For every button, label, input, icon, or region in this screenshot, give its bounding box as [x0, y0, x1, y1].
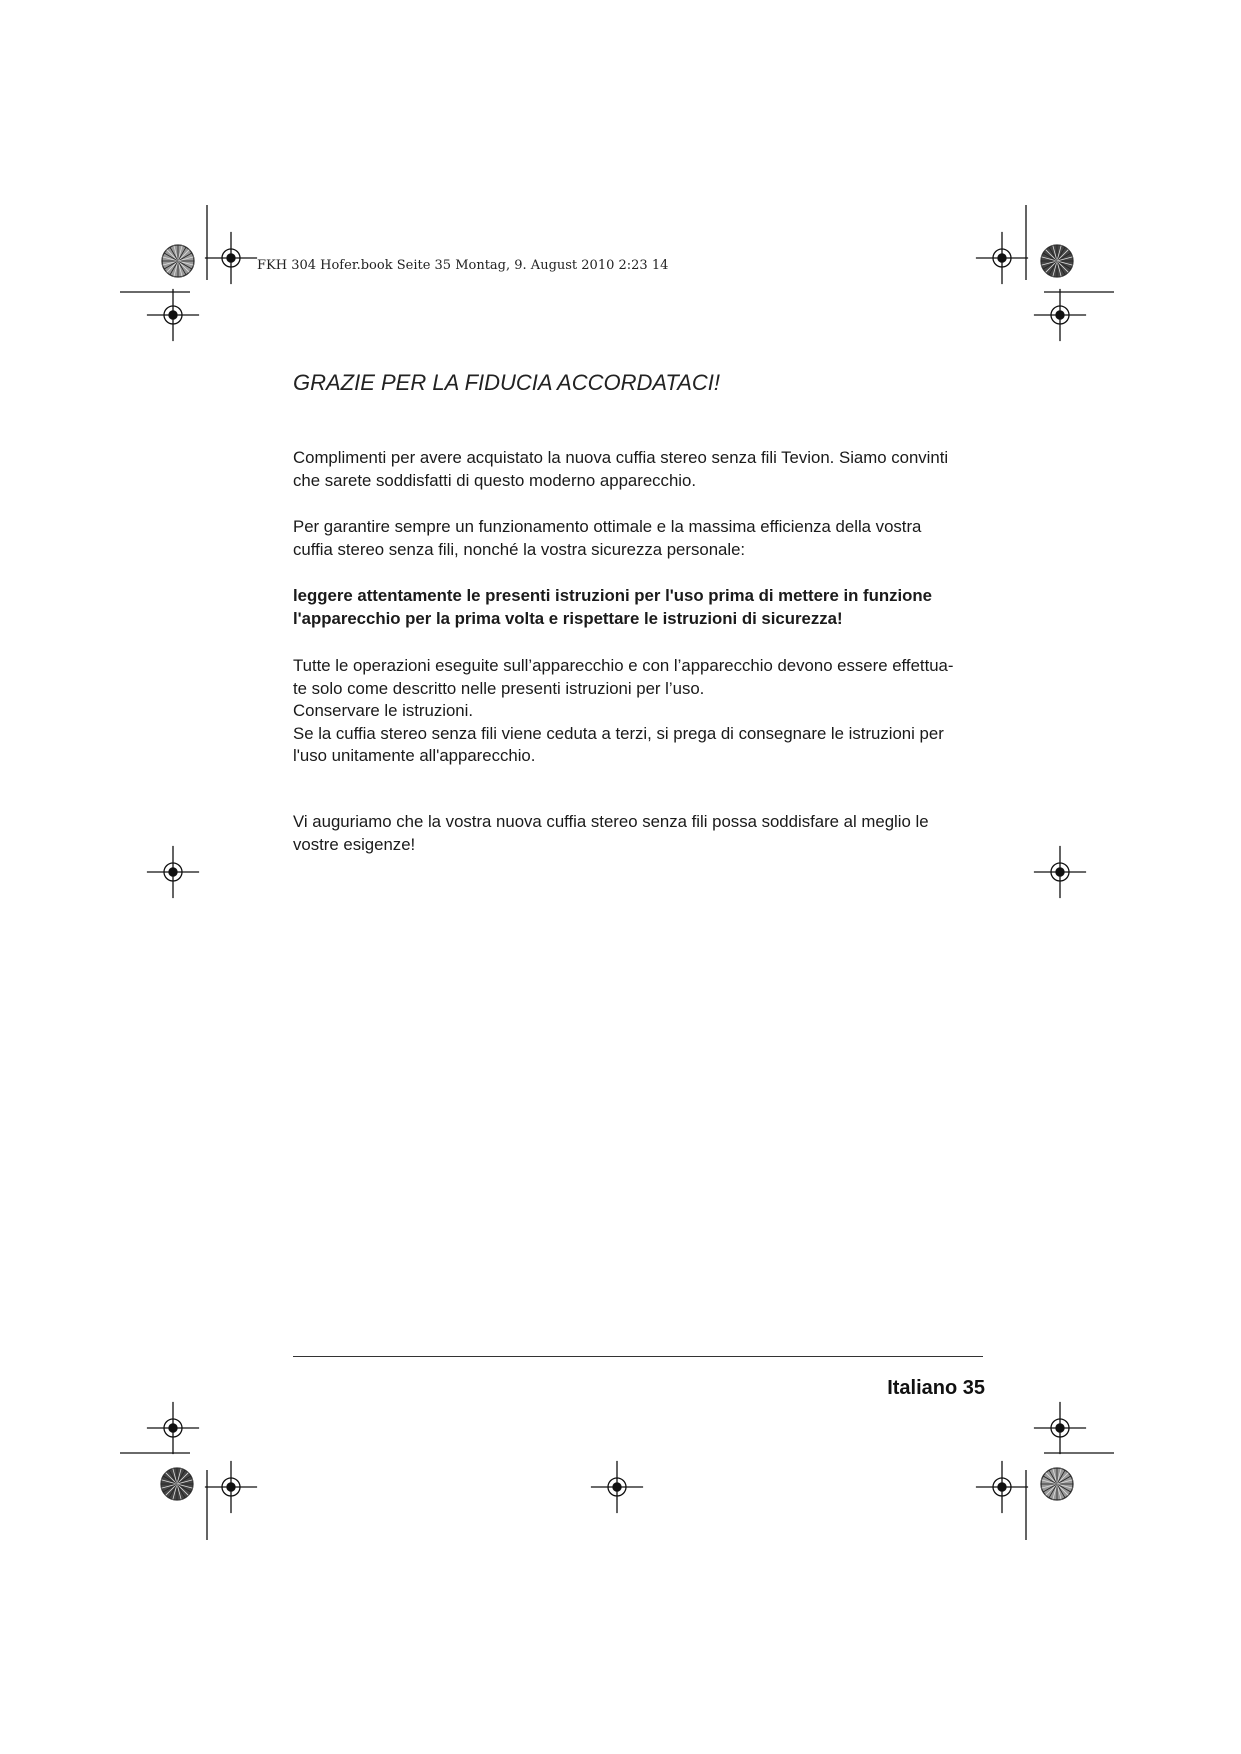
text-line: te solo come descritto nelle presenti istruzioni per l’uso.	[293, 678, 705, 698]
text-line: Se la cuffia stereo senza fili viene ceduta a terzi, si prega di consegnare le istruzioni per	[293, 723, 944, 743]
text-line: Vi auguriamo che la vostra nuova cuffia stereo senza fili possa soddisfare al meglio le	[293, 812, 929, 831]
text-line: Complimenti per avere acquistato la nuova cuffia stereo senza fili Tevion. Siamo convinti	[293, 448, 949, 467]
registration-dot-icon	[227, 1483, 235, 1491]
text-line: l'uso unitamente all'apparecchio.	[293, 746, 536, 765]
registration-dot-icon	[169, 1424, 177, 1432]
text-line: cuffia stereo senza fili, nonché la vostra sicurezza personale:	[293, 539, 746, 559]
registration-dot-icon	[227, 254, 235, 262]
text-line: vostre esigenze!	[293, 834, 416, 854]
print-file-info: FKH 304 Hofer.book Seite 35 Montag, 9. August 2010 2:23 14	[257, 258, 669, 273]
registration-dot-icon	[169, 868, 177, 876]
text-line: Tutte le operazioni eseguite sull’apparecchio e con l’apparecchio devono essere effettua-	[293, 656, 954, 675]
text-line: Conservare le istruzioni.	[293, 701, 474, 720]
closing-paragraph	[293, 811, 993, 856]
registration-dot-icon	[998, 254, 1006, 262]
page-number-label: Italiano 35	[887, 1377, 985, 1399]
usage-paragraph	[293, 655, 993, 768]
text-line: Per garantire sempre un funzionamento ottimale e la massima efficienza della vostra	[293, 517, 922, 536]
registration-dot-icon	[613, 1483, 621, 1491]
registration-dot-icon	[1056, 1424, 1064, 1432]
performance-paragraph	[293, 516, 993, 561]
registration-dot-icon	[1056, 311, 1064, 319]
footer-divider	[293, 1356, 983, 1357]
registration-dot-icon	[169, 311, 177, 319]
text-line: l'apparecchio per la prima volta e rispettare le istruzioni di sicurezza!	[293, 608, 843, 628]
registration-dot-icon	[998, 1483, 1006, 1491]
page-title: GRAZIE PER LA FIDUCIA ACCORDATACI!	[293, 370, 721, 395]
intro-paragraph	[293, 447, 993, 492]
text-line: che sarete soddisfatti di questo moderno apparecchio.	[293, 470, 696, 490]
warning-paragraph	[293, 585, 993, 630]
registration-dot-icon	[1056, 868, 1064, 876]
text-line: leggere attentamente le presenti istruzioni per l'uso prima di mettere in funzione	[293, 586, 933, 605]
